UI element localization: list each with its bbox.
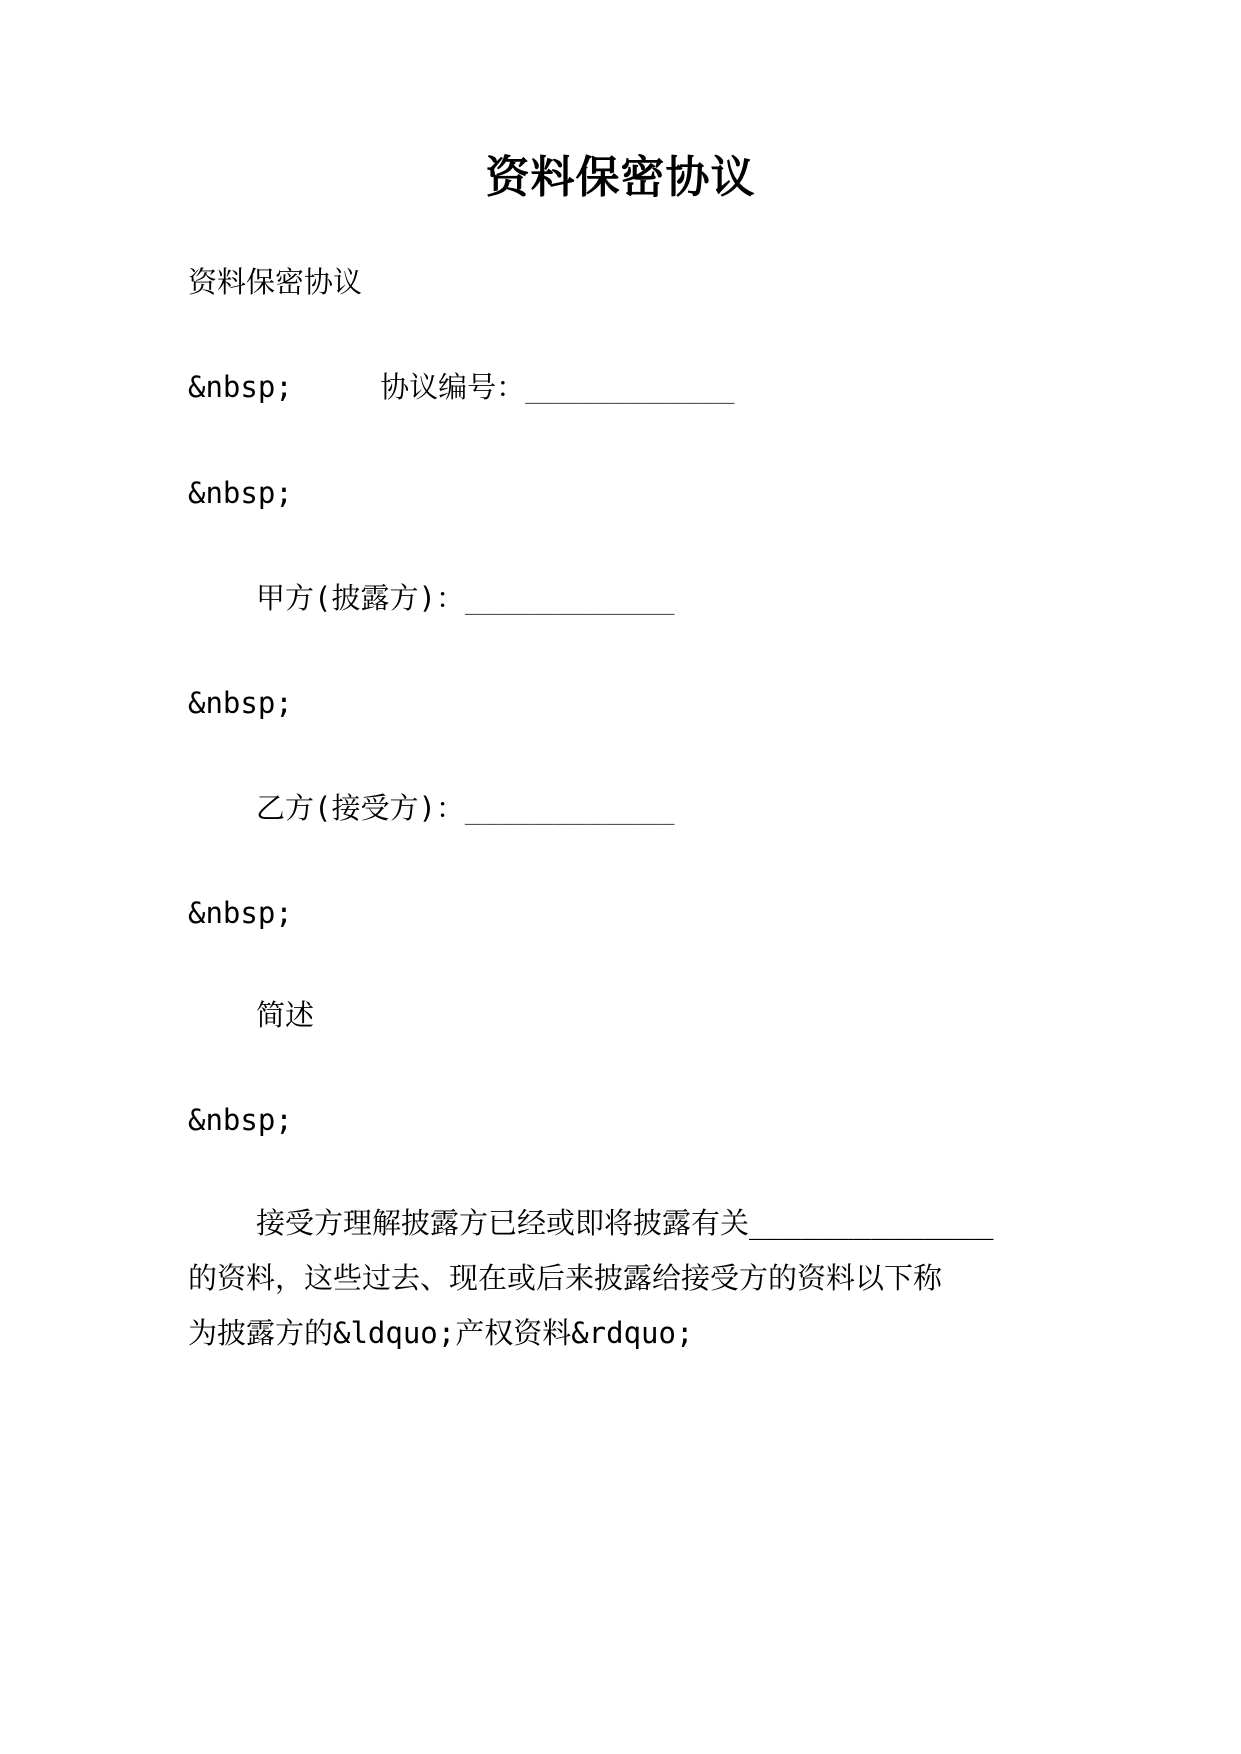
agreement-number-blank: ____________ <box>525 370 735 404</box>
paragraph-line-3: 为披露方的&ldquo;产权资料&rdquo; <box>188 1316 694 1350</box>
agreement-number-label: 协议编号： <box>380 370 526 404</box>
party-b-blank: ____________ <box>464 791 675 825</box>
nbsp-marker: &nbsp; <box>188 1103 293 1137</box>
document-subtitle: 资料保密协议 <box>188 265 363 299</box>
party-a-line <box>256 578 1136 618</box>
document-title: 资料保密协议 <box>485 152 756 203</box>
paragraph-line-2: 的资料，这些过去、现在或后来披露给接受方的资料以下称 <box>188 1261 943 1295</box>
agreement-number-line <box>188 367 1068 407</box>
nbsp-marker: &nbsp; <box>188 896 293 930</box>
nbsp-marker: &nbsp; <box>188 686 293 720</box>
nbsp-marker: &nbsp; <box>188 370 293 404</box>
party-a-label: 甲方(披露方)： <box>256 581 465 615</box>
party-a-blank: ____________ <box>464 581 675 615</box>
party-b-label: 乙方(接受方)： <box>256 791 465 825</box>
party-b-line <box>256 788 1136 828</box>
nbsp-marker: &nbsp; <box>188 476 293 510</box>
section-heading: 简述 <box>256 998 315 1032</box>
paragraph-line-1: 接受方理解披露方已经或即将披露有关______________ <box>256 1206 994 1240</box>
